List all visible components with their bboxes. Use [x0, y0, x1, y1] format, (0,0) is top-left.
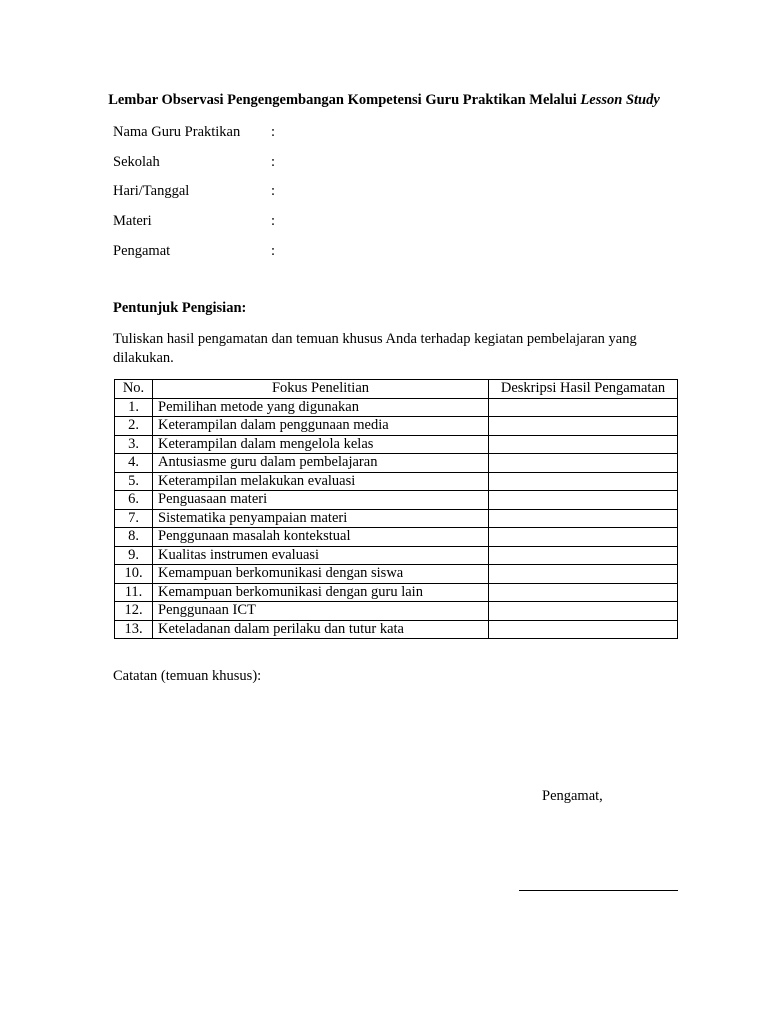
signature-label: Pengamat, [542, 788, 603, 804]
field-label: Hari/Tanggal [113, 183, 190, 199]
cell-deskripsi[interactable] [489, 454, 678, 473]
cell-deskripsi[interactable] [489, 472, 678, 491]
cell-deskripsi[interactable] [489, 620, 678, 639]
table-row [115, 565, 678, 584]
cell-fokus: Keterampilan dalam penggunaan media [153, 417, 489, 436]
instructions-text: Tuliskan hasil pengamatan dan temuan khusus Anda terhadap kegiatan pembelajaran yang dilakukan. [113, 331, 637, 366]
cell-deskripsi[interactable] [489, 435, 678, 454]
table-row [115, 398, 678, 417]
cell-fokus: Penguasaan materi [153, 491, 489, 510]
cell-deskripsi[interactable] [489, 417, 678, 436]
cell-no: 7. [115, 509, 153, 528]
cell-no: 8. [115, 528, 153, 547]
cell-no: 4. [115, 454, 153, 473]
cell-fokus: Pemilihan metode yang digunakan [153, 398, 489, 417]
cell-deskripsi[interactable] [489, 546, 678, 565]
cell-no: 10. [115, 565, 153, 584]
cell-no: 13. [115, 620, 153, 639]
cell-fokus: Sistematika penyampaian materi [153, 509, 489, 528]
document-title-main: Lembar Observasi Pengengembangan Kompetensi Guru Praktikan Melalui [108, 92, 577, 108]
table-row [115, 472, 678, 491]
table-row [115, 546, 678, 565]
table-row [115, 583, 678, 602]
field-label: Pengamat [113, 243, 171, 259]
cell-fokus: Penggunaan masalah kontekstual [153, 528, 489, 547]
cell-fokus: Keterampilan melakukan evaluasi [153, 472, 489, 491]
cell-no: 5. [115, 472, 153, 491]
table-header-row [115, 380, 678, 399]
signature-line [519, 890, 678, 891]
cell-no: 2. [115, 417, 153, 436]
field-label: Nama Guru Praktikan [113, 124, 241, 140]
cell-deskripsi[interactable] [489, 602, 678, 621]
cell-fokus: Keteladanan dalam perilaku dan tutur kata [153, 620, 489, 639]
table-row [115, 417, 678, 436]
field-colon: : [271, 183, 276, 199]
cell-fokus: Kemampuan berkomunikasi dengan guru lain [153, 583, 489, 602]
cell-no: 1. [115, 398, 153, 417]
cell-deskripsi[interactable] [489, 565, 678, 584]
document-title-italic: Lesson Study [580, 92, 660, 108]
observation-table [114, 379, 678, 639]
column-header-fokus: Fokus Penelitian [153, 380, 489, 399]
field-label: Sekolah [113, 154, 160, 170]
table-row [115, 620, 678, 639]
notes-label: Catatan (temuan khusus): [113, 668, 262, 684]
field-colon: : [271, 243, 276, 259]
document-title [0, 92, 768, 109]
table-row [115, 602, 678, 621]
table-row [115, 528, 678, 547]
cell-fokus: Penggunaan ICT [153, 602, 489, 621]
table-row [115, 509, 678, 528]
field-colon: : [271, 124, 276, 140]
cell-no: 6. [115, 491, 153, 510]
cell-fokus: Kualitas instrumen evaluasi [153, 546, 489, 565]
cell-deskripsi[interactable] [489, 491, 678, 510]
cell-deskripsi[interactable] [489, 583, 678, 602]
cell-deskripsi[interactable] [489, 398, 678, 417]
cell-no: 3. [115, 435, 153, 454]
cell-no: 11. [115, 583, 153, 602]
column-header-deskripsi: Deskripsi Hasil Pengamatan [489, 380, 678, 399]
field-colon: : [271, 213, 276, 229]
table-body [115, 398, 678, 639]
field-label: Materi [113, 213, 152, 229]
cell-deskripsi[interactable] [489, 509, 678, 528]
table-row [115, 435, 678, 454]
cell-no: 12. [115, 602, 153, 621]
cell-fokus: Antusiasme guru dalam pembelajaran [153, 454, 489, 473]
cell-deskripsi[interactable] [489, 528, 678, 547]
cell-fokus: Keterampilan dalam mengelola kelas [153, 435, 489, 454]
cell-fokus: Kemampuan berkomunikasi dengan siswa [153, 565, 489, 584]
instructions-heading: Pentunjuk Pengisian: [113, 300, 247, 316]
column-header-no: No. [115, 380, 153, 399]
table-row [115, 491, 678, 510]
field-colon: : [271, 154, 276, 170]
table-row [115, 454, 678, 473]
cell-no: 9. [115, 546, 153, 565]
